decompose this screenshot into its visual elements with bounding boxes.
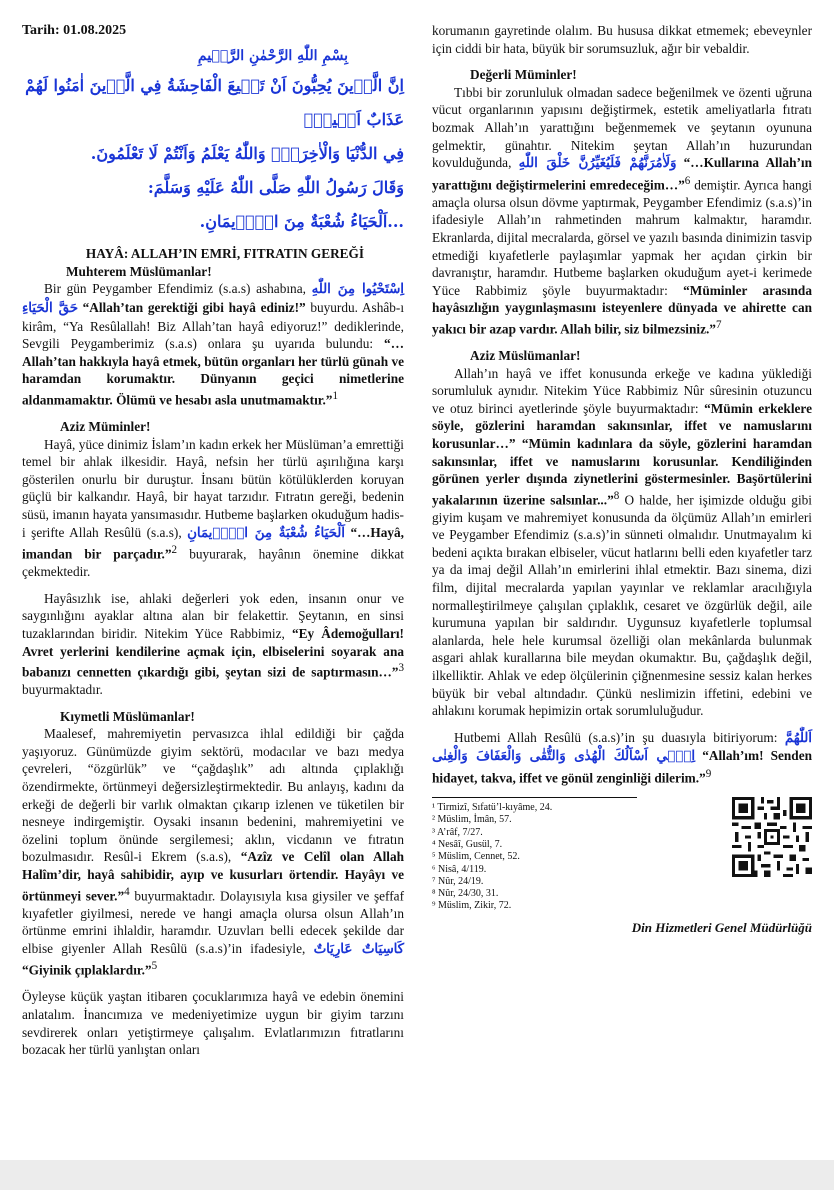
arabic-dua: اَللّٰهُمَّ اِنّ۪ي اَسْاَلُكَ الْهُدٰى وَالتُّقٰى وَالْعَفَافَ وَالْغِنٰى xyxy=(432,730,812,765)
footnote-4: ⁴ Nesâî, Gusül, 7. xyxy=(432,838,503,850)
heading-muhterem: Muhterem Müslümanlar! xyxy=(66,263,212,279)
footnote-ref: 4 xyxy=(124,885,130,898)
heading-degerli: Değerli Müminler! xyxy=(470,67,577,83)
footnote-2: ² Müslim, İmân, 57. xyxy=(432,814,512,826)
footnote-ref: 8 xyxy=(613,489,620,502)
footnote-ref: 9 xyxy=(705,768,712,781)
footnote-3: ³ A’râf, 7/27. xyxy=(432,826,483,838)
ayet-line-2: فِي الدُّنْيَا وَالْاٰخِرَةِۜ وَاللّٰهُ يَعْلَمُ وَاَنْتُمْ لَا تَعْلَمُونَ. xyxy=(90,144,404,164)
paragraph-r1: korumanın gayretinde olalım. Bu hususa dikkat etmemek; ebeveynler için ciddi bir hata, büyük bir sorumsuzluk, ağır bir vebaldir. xyxy=(432,23,812,56)
right-column xyxy=(432,22,812,936)
paragraph-1: Bir gün Peygamber Efendimiz (s.a.s) ashabına, اِسْتَحْيُوا مِنَ اللّٰهِ حَقَّ الْحَيَاءِ “Allah’tan gerektiği gibi hayâ ediniz!” buyurdu. Ashâb-ı kirâm, “Ya Resûlallah! Biz Allah’tan hayâ ediyoruz!” dediklerinde, Sevgili Peygamberimiz (s.a.s) onlara şu uyarıda bulundu: “…Allah’tan hakkıyla hayâ etmek, bütün organları her türlü günah ve haramdan korumaktır. Dünyanın geçici nimetlerine aldanmamaktır. Ölümü ve hesabı asla unutmamaktır.”$^1$ xyxy=(22,281,405,408)
footnote-ref: 7 xyxy=(715,318,722,331)
ayet-block xyxy=(22,69,404,239)
paragraph-4: Maalesef, mahremiyetin pervasızca ihlal edildiği bir çağda yaşıyoruz. Günümüzde giyim sektörü, modacılar ve bazı medya çevreleri, “özgürlük” ve “çağdaşlık” adı altında çıplaklığı özendirmekte, örtünmeyi değersizleştirmektedir. Bu anlayış, kadını da erkeği de değerli bir varlık olmaktan çıkarıp izlenen ve tüketilen bir nesneye indirgemiştir. Oysaki insanın bedenini, mahremiyetini ve özelini toplum önünde sergilemesi; aklın, vicdanın ve fıtratın bozulmasıdır. Resûl-i Ekrem (s.a.s), “Azîz ve Celîl olan Allah Halîm’dir, hayâ sahibidir, ayıp ve kusurları örtendir. Hayâyı ve örtünmeyi sever.”$^4$ buyurmaktadır. Dolayısıyla kısa giysiler ve şeffaf kıyafetler giyilmesi, nerede ve hangi amaçla olursa olsun Allah’ın örtünme emrini ihlaldir, haramdır. Uzuvları belli edecek şekilde dar elbise giyenler Allah Resûlü (s.a.s)’in ifadesiyle, كَاسِيَاتٌ عَارِيَاتٌ “Giyinik çıplaklardır.”$^5$ xyxy=(22,726,404,978)
sermon-title: HAYÂ: ALLAH’IN EMRİ, FITRATIN GEREĞİ xyxy=(85,246,365,262)
footnote-5: ⁵ Müslim, Cennet, 52. xyxy=(432,851,520,863)
footnote-ref: 5 xyxy=(151,960,158,973)
arabic-hadith-haya: اِسْتَحْيُوا مِنَ اللّٰهِ حَقَّ الْحَيَاءِ xyxy=(22,282,404,316)
footnote-7: ⁷ Nûr, 24/19. xyxy=(432,875,484,887)
footnote-6: ⁶ Nisâ, 4/119. xyxy=(432,863,487,875)
footnote-divider xyxy=(432,797,637,798)
date-label: Tarih: 01.08.2025 xyxy=(22,23,127,38)
footnote-ref: 6 xyxy=(684,174,691,187)
paragraph-r2: Tıbbi bir zorunluluk olmadan sadece beğenilmek ve özenti uğruna vücut organlarının yapısını değiştirmek, estetik ameliyatlarla fıtratı bozmak Allah’ın yarattığını beğenmemek ve şeytanın oyununa gelmektir, günahtır. Nitekim şeytan Allah’ın huzurundan kovulduğunda, وَلَاٰمُرَنَّهُمْ فَلَيُغَيِّرُنَّ خَلْقَ اللّٰهِ “…Kullarına Allah’ın yarattığını değiştirmelerini emredeceğim…”$^6$ demiştir. Ayrıca hangi amaçla olursa olsun dövme yaptırmak, Peygamber Efendimiz (s.a.s)’in ifadesiyle Allah’ın rahmetinden mahrum kalmaktır, haramdır. Ekranlarda, dijital mecralarda, görsel ve yazılı basında dinimizin tasvip etmediği kıyafetlerle paylaşımlar yapmak her açıdan çirkin bir davranıştır, haramdır. Hutbeme başlarken okuduğum ayet-i kerimede Yüce Rabbimiz şöyle buyurmaktadır: “Müminler arasında hayâsızlığın yaygınlaşmasını isteyenlere dünyada ve ahirette can yakıcı bir azap vardır. Allah bilir, siz bilmezsiniz.”$^7$ xyxy=(432,84,812,337)
arabic-kasiyat: كَاسِيَاتٌ عَارِيَاتٌ xyxy=(313,941,404,957)
footnotes-area xyxy=(432,797,812,913)
paragraph-5: Öyleyse küçük yaştan itibaren çocuklarımıza hayâ ve edebin önemini anlatalım. İnancımıza ve medeniyetimize uygun bir giyim tarzını sevdirerek onları yetiştirmeye çalışalım. Evlatlarımızın fıtratlarını bozacak her türlü yanlıştan onları xyxy=(22,989,404,1058)
ayet-line-4: ...اَلْحَيَاءُ شُعْبَةٌ مِنَ الْإ۪يمَانِ. xyxy=(199,212,404,232)
paragraph-2: Hayâ, yüce dinimiz İslam’ın kadın erkek her Müslüman’a emrettiği temel bir ahlak ilkesidir. Hayâ, nefsin her türlü aşırılığına karşı gösterilen onurlu bir duruştur. İnsanı bütün kötülüklerden koruyan güçlü bir kalkandır. Hayâ, bir hayat tarzıdır. Fıtratın gereği, bedenin süsü, imanın hayata yansımasıdır. Hutbeme başlarken okuduğum hadis-i şerifte Allah Resûlü (s.a.s), اَلْحَيَاءُ شُعْبَةٌ مِنَ الْإ۪يمَانِ “…Hayâ, imandan bir parçadır.”$^2$ buyurarak, hayânın önemine dikkat çekmektedir. xyxy=(22,436,404,580)
footnote-ref: 1 xyxy=(332,389,338,402)
arabic-haya-iman: اَلْحَيَاءُ شُعْبَةٌ مِنَ الْإ۪يمَانِ xyxy=(187,525,345,541)
ayet-line-1: اِنَّ الَّذ۪ينَ يُحِبُّونَ اَنْ تَش۪يعَ الْفَاحِشَةُ فِي الَّذ۪ينَ اٰمَنُوا لَهُمْ عَذَابٌ اَل۪يمٌۙ xyxy=(25,76,404,130)
paragraph-r4: Hutbemi Allah Resûlü (s.a.s)’in şu duasıyla bitiriyorum: اَللّٰهُمَّ اِنّ۪ي اَسْاَلُكَ الْهُدٰى وَالتُّقٰى وَالْعَفَافَ وَالْغِنٰى “Allah’ım! Senden hidayet, takva, iffet ve gönül zenginliği dilerim.”$^9$ xyxy=(432,729,813,786)
paragraph-3: Hayâsızlık ise, ahlaki değerleri yok eden, insanın onur ve saygınlığını ayaklar altına alan bir felakettir. Şeytanın, en sinsi tuzaklarından biridir. Nitekim Yüce Rabbimiz, “Ey Âdemoğulları! Avret yerlerini kendilerine açmak için, elbiselerini soyarak ana babanızı cennetten çıkardığı gibi, şeytan sizi de saptırmasın…”$^3$ buyurmaktadır. xyxy=(22,590,404,698)
footnote-9: ⁹ Müslim, Zikir, 72. xyxy=(432,900,512,912)
footnote-ref: 3 xyxy=(398,662,404,675)
signature: Din Hizmetleri Genel Müdürlüğü xyxy=(631,919,812,935)
qr-code-icon[interactable] xyxy=(732,797,812,877)
footnote-1: ¹ Tirmizî, Sıfatü’l-kıyâme, 24. xyxy=(432,802,553,814)
paragraph-r3: Allah’ın hayâ ve iffet konusunda erkeğe ve kadına yüklediği sorumluluk aynıdır. Nitekim Yüce Rabbimiz Nûr sûresinin otuzuncu ve otuz birinci ayetlerinde şöyle buyurmaktadır: “Mümin erkeklere söyle, gözlerini haramdan sakınsınlar, iffet ve namuslarını korusunlar…” “Mümin kadınlara da söyle, gözlerini haramdan sakınsınlar, iffet ve namuslarını korusunlar. Kendiliğinden görünen yerler dışında ziynetlerini göstermesinler. Başörtülerini yakalarının üzerine salsınlar...”$^8$ O halde, her işimizde olduğu gibi giyim kuşam ve mahremiyet konusunda da ölçümüz Allah’ın emirleri ve Peygamber Efendimiz (s.a.s)’in sünneti olmalıdır. Unutmayalım ki bedeni açıkta bırakan elbiseler, vücut hatlarını belli eden kıyafetler tarz ya da imaj değil Allah’ın emirlerini ihlal etmektir. Bazı sinema, dizi film, dijital mecralarda yapılan yayınlar ve reklamlar aracılığıyla normalleştirilmeye çalışılan çıplaklık, cesaret ve özgürlük değil, aile kurumuna yapılan bir saldırıdır. Uygunsuz kıyafetlerle toplumsal alanlarda, hele hele kurumsal özelliği olan mekânlarda bulunmak asgari ahlak kurallarına bile meydan okumaktır. Bu, çağdaşlık değil, ilkelliktir. Ahlak ve edep ölçülerinin çiğnenmesine sessiz kalan herkes büyük bir vebal altındadır. Çünkü neslimizin iffetini, edebini ve ahlakını korumak hepimizin ortak sorumluluğudur. xyxy=(432,365,812,719)
heading-aziz-muslumanlar: Aziz Müslümanlar! xyxy=(470,347,581,363)
heading-kiymetli: Kıymetli Müslümanlar! xyxy=(60,708,195,724)
footnote-ref: 2 xyxy=(171,544,178,557)
left-column xyxy=(22,22,404,1059)
heading-aziz-muminler: Aziz Müminler! xyxy=(60,418,151,434)
ayet-line-3: وَقَالَ رَسُولُ اللّٰهِ صَلَّى اللّٰهُ عَلَيْهِ وَسَلَّمَ: xyxy=(147,178,404,198)
bismillah-calligraphy: بِسْمِ اللّٰهِ الرَّحْمٰنِ الرَّح۪يمِ xyxy=(197,47,349,64)
page-bottom-strip xyxy=(0,1160,834,1190)
arabic-ayet-halk: وَلَاٰمُرَنَّهُمْ فَلَيُغَيِّرُنَّ خَلْقَ اللّٰهِ xyxy=(518,156,677,172)
footnote-8: ⁸ Nûr, 24/30, 31. xyxy=(432,888,499,900)
